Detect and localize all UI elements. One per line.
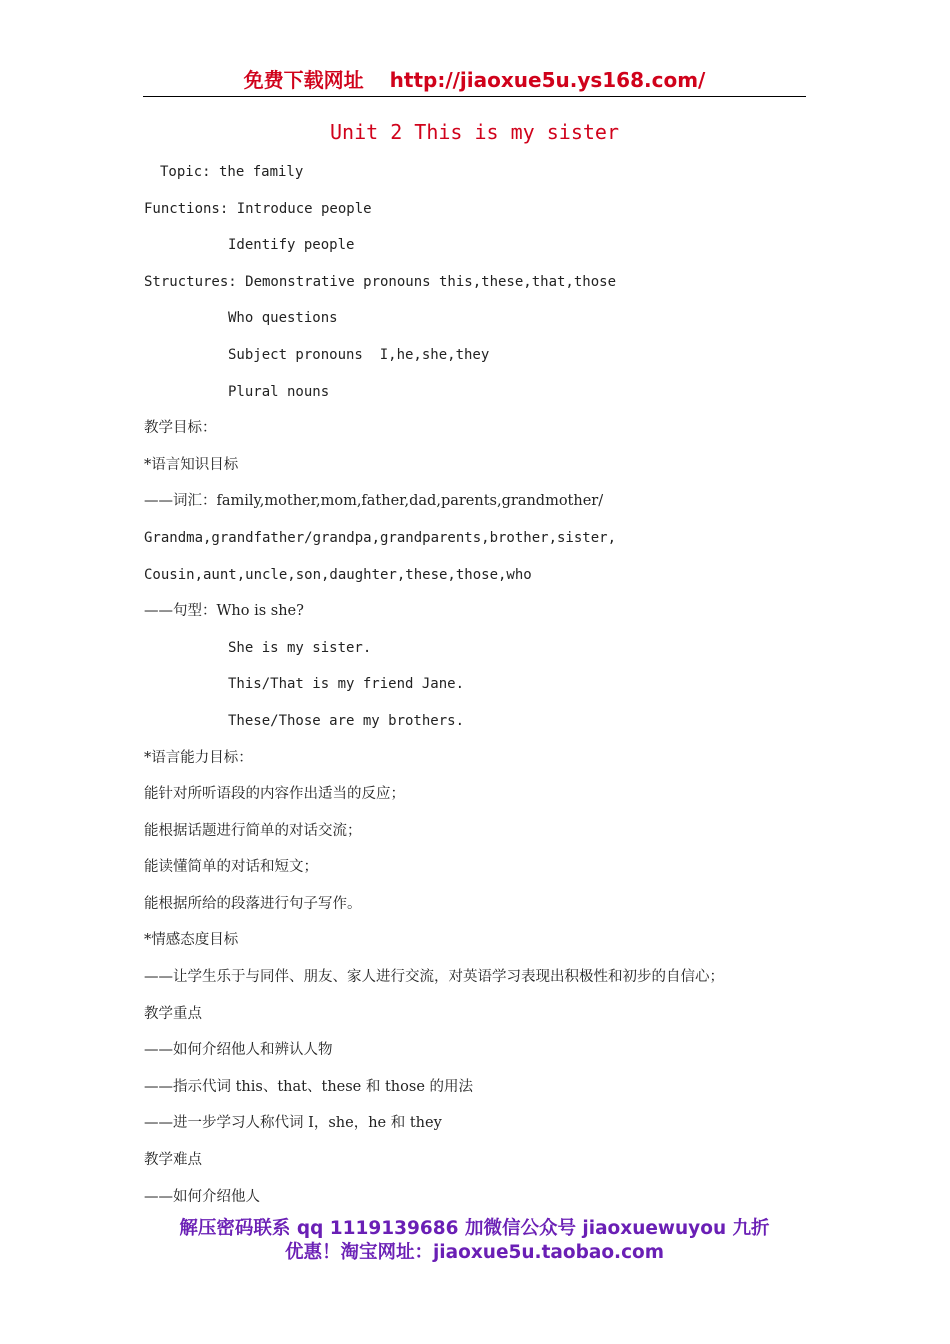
language-knowledge-heading: *语言知识目标	[144, 456, 239, 473]
ability-line-1: 能针对所听语段的内容作出适当的反应；	[144, 786, 405, 803]
sentence-line-1: ——句型：Who is she?	[144, 603, 304, 620]
page-header	[143, 64, 806, 97]
vocabulary-line-2: Grandma,grandfather/grandpa,grandparents,brother,sister,	[144, 529, 617, 546]
subject-pronouns-line: Subject pronouns I,he,she,they	[228, 346, 490, 363]
emotion-line-1: ——让学生乐于与同伴、朋友、家人进行交流，对英语学习表现出积极性和初步的自信心；	[144, 969, 724, 986]
ability-line-4: 能根据所给的段落进行句子写作。	[144, 895, 362, 912]
emotion-heading: *情感态度目标	[144, 932, 239, 949]
difficulties-heading: 教学难点	[144, 1152, 202, 1169]
key-point-line-1: ——如何介绍他人和辨认人物	[144, 1042, 333, 1059]
key-point-line-2: ——指示代词 this、that、these 和 those 的用法	[144, 1078, 474, 1095]
sentence-line-3: This/That is my friend Jane.	[228, 676, 465, 693]
vocabulary-line-1: ——词汇：family,mother,mom,father,dad,parents,grandmother/	[144, 493, 604, 510]
teaching-goals-heading: 教学目标：	[144, 420, 217, 437]
sentence-line-4: These/Those are my brothers.	[228, 712, 465, 729]
footer-line-2: 优惠！淘宝网址：jiaoxue5u.taobao.com	[284, 1242, 665, 1263]
key-point-line-3: ——进一步学习人称代词 I，she，he 和 they	[144, 1115, 442, 1132]
identify-line: Identify people	[228, 237, 355, 254]
footer-line-1: 解压密码联系 qq 1119139686 加微信公众号 jiaoxuewuyou 九折	[179, 1218, 770, 1239]
ability-line-2: 能根据话题进行简单的对话交流；	[144, 822, 362, 839]
document-title: Unit 2 This is my sister	[330, 120, 619, 144]
header-url-link[interactable]: http://jiaoxue5u.ys168.com/	[389, 68, 706, 92]
page-footer	[143, 1217, 806, 1265]
topic-line: Topic: the family	[160, 164, 304, 180]
sentence-line-2: She is my sister.	[228, 639, 372, 656]
document-body	[144, 154, 824, 1215]
header-label: 免费下载网址	[243, 68, 364, 92]
key-points-heading: 教学重点	[144, 1005, 202, 1022]
difficulty-line-1: ——如何介绍他人	[144, 1188, 260, 1205]
plural-nouns-line: Plural nouns	[228, 383, 330, 400]
who-questions-line: Who questions	[228, 310, 338, 327]
vocabulary-line-3: Cousin,aunt,uncle,son,daughter,these,those,who	[144, 566, 532, 583]
language-ability-heading: *语言能力目标：	[144, 749, 253, 766]
ability-line-3: 能读懂简单的对话和短文；	[144, 859, 318, 876]
structures-line: Structures: Demonstrative pronouns this,these,that,those	[144, 273, 617, 290]
functions-line: Functions: Introduce people	[144, 200, 372, 217]
